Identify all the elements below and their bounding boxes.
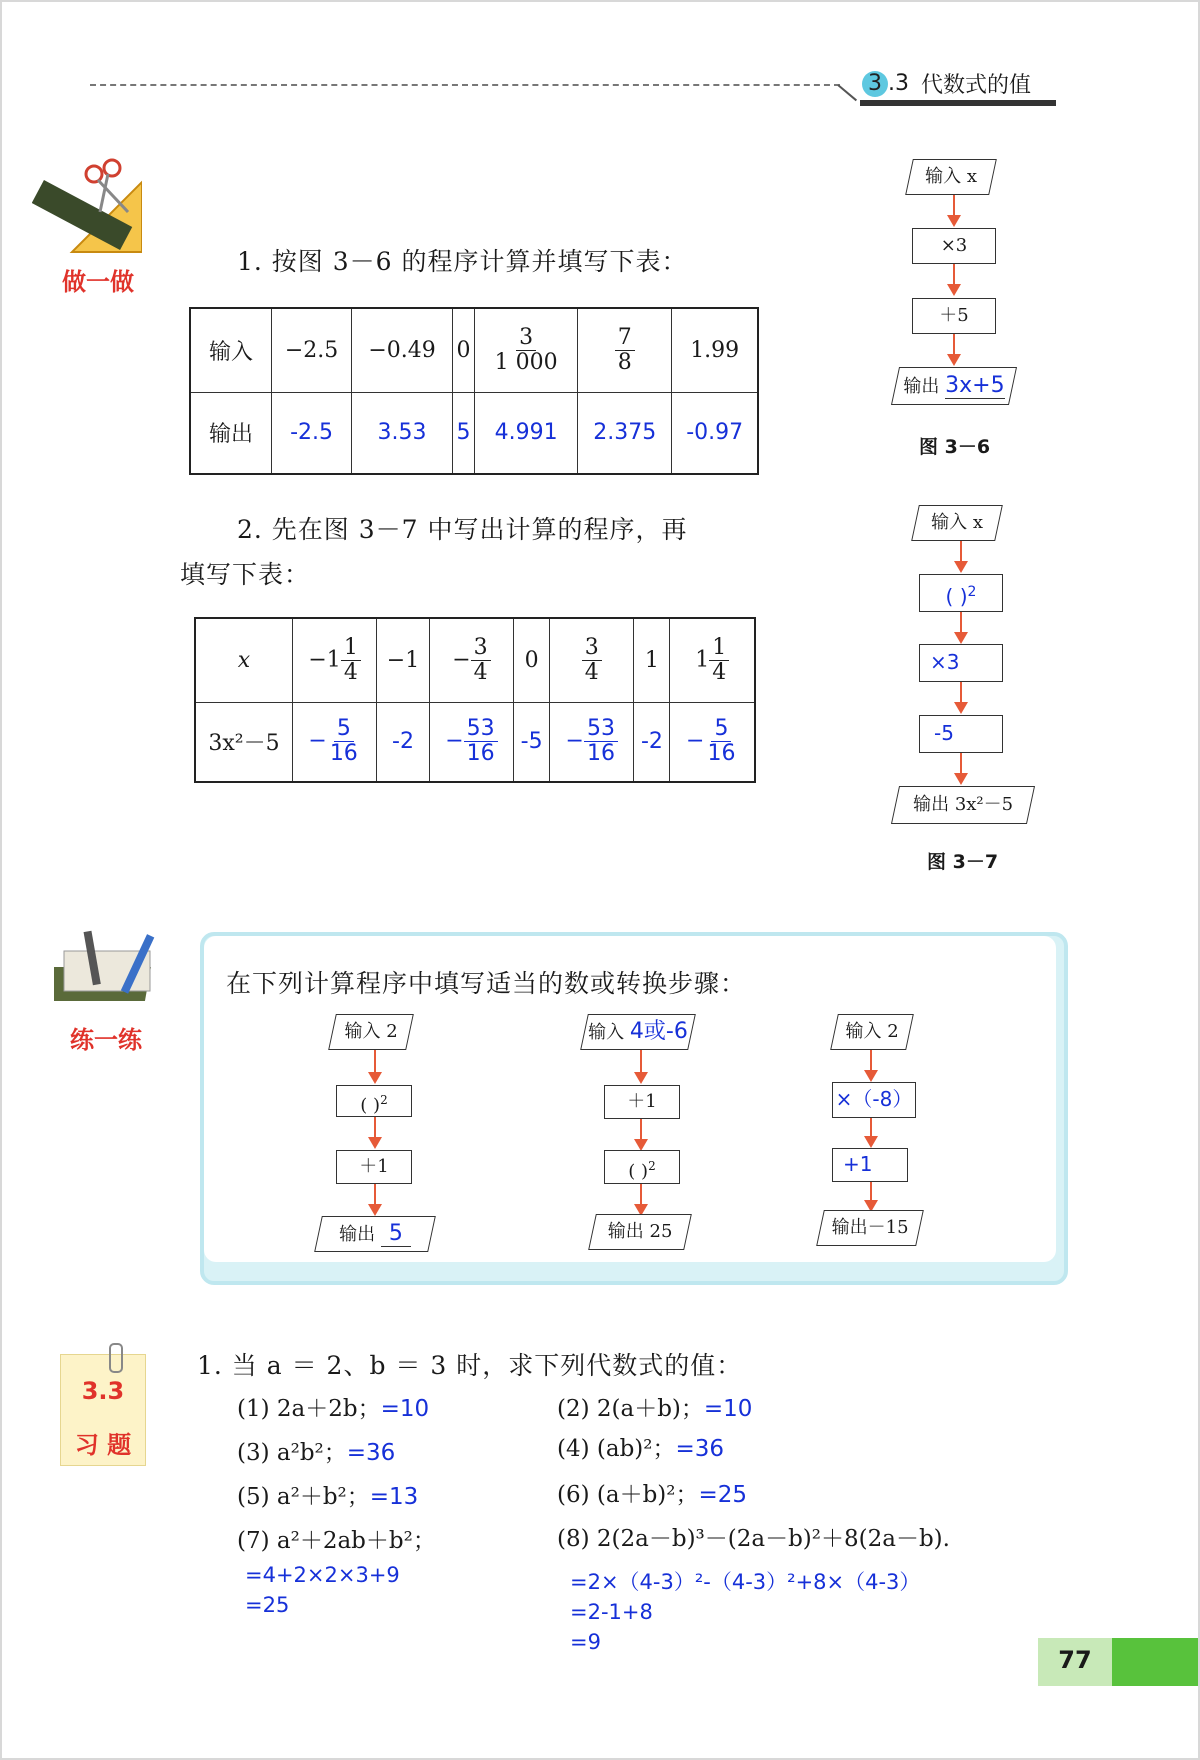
work-line: =2×（4-3）²-（4-3）²+8×（4-3） bbox=[570, 1570, 921, 1594]
row-label-input: 输入 bbox=[190, 308, 272, 392]
exercise-item: (4) (ab)²；=36 bbox=[557, 1436, 725, 1462]
exercise-answer: =13 bbox=[369, 1484, 419, 1510]
work-line: =25 bbox=[245, 1593, 290, 1617]
x-cell: $\frac{3}{4}$ bbox=[550, 618, 634, 702]
flow1-arrow bbox=[374, 1050, 376, 1082]
flow1-arrow bbox=[374, 1117, 376, 1147]
exercise-item: (8) 2(2a－b)³－(2a－b)²＋8(2a－b). bbox=[557, 1526, 950, 1552]
answer-cell: -2.5 bbox=[272, 392, 352, 474]
flow1-output-answer: 5 bbox=[381, 1221, 411, 1247]
fig37-arrow bbox=[960, 753, 962, 783]
answer-cell: 3.53 bbox=[352, 392, 453, 474]
fig36-arrow bbox=[953, 334, 955, 364]
flow1-step1: ( )$^2$ bbox=[336, 1085, 412, 1117]
exercise-item: (3) a²b²；=36 bbox=[237, 1440, 396, 1466]
flow3-arrow bbox=[870, 1118, 872, 1146]
xiti-badge bbox=[60, 1354, 146, 1466]
input-cell: −0.49 bbox=[352, 308, 453, 392]
answer-cell: -2 bbox=[634, 702, 670, 782]
fig36-step1: ×3 bbox=[912, 228, 996, 264]
xiti-number: 3.3 bbox=[81, 1377, 125, 1405]
exercise-answer: =36 bbox=[675, 1436, 725, 1462]
row-label-output: 输出 bbox=[190, 392, 272, 474]
header-rule-diagonal bbox=[837, 84, 857, 101]
exercise-answer: =10 bbox=[703, 1396, 753, 1422]
practice-instruction: 在下列计算程序中填写适当的数或转换步骤： bbox=[226, 969, 747, 998]
question-2-text-line1: 2. 先在图 3－7 中写出计算的程序，再 bbox=[237, 515, 688, 544]
answer-cell: -0.97 bbox=[672, 392, 758, 474]
flow2-arrow bbox=[640, 1184, 642, 1214]
exercise-answer: =10 bbox=[380, 1396, 430, 1422]
answer-cell: − $\frac{53}{16}$ bbox=[550, 702, 634, 782]
question-1-text: 1. 按图 3－6 的程序计算并填写下表： bbox=[237, 247, 688, 276]
fig37-caption: 图 3－7 bbox=[927, 851, 999, 873]
section-header bbox=[862, 68, 1031, 99]
fig36-arrow bbox=[953, 195, 955, 225]
input-cell: −2.5 bbox=[272, 308, 352, 392]
notebook-pencil-icon bbox=[54, 927, 164, 1017]
answer-cell: -5 bbox=[514, 702, 550, 782]
flow3-step1: ×（-8） bbox=[832, 1082, 916, 1118]
page-number: 77 bbox=[1058, 1646, 1092, 1674]
fig36-arrow bbox=[953, 264, 955, 294]
x-cell: − $\frac{3}{4}$ bbox=[429, 618, 513, 702]
fig37-step1: ( )$^2$ bbox=[919, 574, 1003, 612]
header-rule bbox=[90, 84, 840, 86]
flow3-arrow bbox=[870, 1050, 872, 1080]
exercise-item: (2) 2(a＋b)；=10 bbox=[557, 1396, 753, 1422]
flow1-step2: ＋1 bbox=[336, 1150, 412, 1184]
row-label-expr: 3x²－5 bbox=[195, 702, 293, 782]
section-title: 代数式的值 bbox=[921, 73, 1032, 98]
work-line: =4+2×2×3+9 bbox=[245, 1563, 400, 1587]
flow1-input-box: 输入 2 bbox=[328, 1014, 414, 1050]
fig36-output-answer: 3x+5 bbox=[945, 373, 1005, 398]
exercise-question-text: 1. 当 a ＝ 2、b ＝ 3 时，求下列代数式的值： bbox=[197, 1351, 743, 1380]
badge-lianyilian: 练一练 bbox=[70, 1026, 142, 1054]
flow3-arrow bbox=[870, 1182, 872, 1210]
table-q2 bbox=[194, 617, 756, 783]
exercise-answer: =36 bbox=[346, 1440, 396, 1466]
answer-cell: − $\frac{5}{16}$ bbox=[670, 702, 755, 782]
exercise-answer: =25 bbox=[698, 1482, 748, 1508]
flow2-step2: ( )$^2$ bbox=[604, 1150, 680, 1184]
work-line: =9 bbox=[570, 1630, 601, 1654]
flow1-arrow bbox=[374, 1184, 376, 1214]
row-label-x: x bbox=[195, 618, 293, 702]
ruler-scissors-icon bbox=[32, 152, 142, 262]
x-cell: 1 bbox=[634, 618, 670, 702]
fig37-step3: -5 bbox=[919, 715, 1003, 753]
input-cell: 1.99 bbox=[672, 308, 758, 392]
x-cell: −1 $\frac{1}{4}$ bbox=[293, 618, 377, 702]
flow3-step2: +1 bbox=[832, 1148, 908, 1182]
x-cell: 0 bbox=[514, 618, 550, 702]
x-cell: 1 $\frac{1}{4}$ bbox=[670, 618, 755, 702]
fig37-arrow bbox=[960, 612, 962, 642]
flow2-step1: ＋1 bbox=[604, 1085, 680, 1119]
answer-cell: 5 bbox=[452, 392, 474, 474]
question-2-text-line2: 填写下表： bbox=[180, 560, 311, 589]
badge-zuoyizuo: 做一做 bbox=[62, 268, 134, 296]
section-number-circle: 3 bbox=[862, 71, 888, 97]
answer-cell: − $\frac{5}{16}$ bbox=[293, 702, 377, 782]
flow2-input-box: 输入 4或-6 bbox=[580, 1014, 696, 1050]
fig36-output-box: 输出 3x+5 bbox=[891, 367, 1017, 405]
work-7 bbox=[245, 1560, 400, 1620]
flow2-arrow bbox=[640, 1119, 642, 1149]
fig36-caption: 图 3－6 bbox=[919, 436, 991, 458]
fig37-arrow bbox=[960, 541, 962, 571]
fig36-step2: ＋5 bbox=[912, 298, 996, 334]
x-cell: −1 bbox=[377, 618, 430, 702]
section-number: .3 bbox=[888, 71, 909, 96]
answer-cell: 4.991 bbox=[475, 392, 578, 474]
input-cell: $\frac{7}{8}$ bbox=[578, 308, 672, 392]
answer-cell: -2 bbox=[377, 702, 430, 782]
paperclip-icon bbox=[109, 1343, 123, 1373]
header-underline bbox=[860, 100, 1056, 106]
flow2-arrow bbox=[640, 1050, 642, 1082]
exercise-item: (6) (a＋b)²；=25 bbox=[557, 1482, 748, 1508]
xiti-label: 习 题 bbox=[74, 1431, 132, 1459]
input-cell: $\frac{3}{1 000}$ bbox=[475, 308, 578, 392]
answer-cell: 2.375 bbox=[578, 392, 672, 474]
fig36-input-box: 输入 x bbox=[905, 159, 997, 195]
flow1-output-box: 输出 5 bbox=[314, 1216, 436, 1252]
flow2-input-answer: 4或-6 bbox=[629, 1019, 688, 1044]
exercise-item: (7) a²＋2ab＋b²； bbox=[237, 1528, 436, 1554]
fig37-arrow bbox=[960, 682, 962, 712]
input-cell: 0 bbox=[452, 308, 474, 392]
exercise-item: (5) a²＋b²；=13 bbox=[237, 1484, 419, 1510]
fig37-output-box: 输出 3x²－5 bbox=[891, 786, 1035, 824]
work-line: =2-1+8 bbox=[570, 1600, 653, 1624]
fig37-step2: ×3 bbox=[919, 644, 1003, 682]
fig37-input-box: 输入 x bbox=[911, 505, 1003, 541]
flow3-output-box: 输出－15 bbox=[816, 1210, 924, 1246]
table-q1 bbox=[189, 307, 759, 475]
flow3-input-box: 输入 2 bbox=[830, 1014, 914, 1050]
exercise-item: (1) 2a＋2b；=10 bbox=[237, 1396, 430, 1422]
flow2-output-box: 输出 25 bbox=[588, 1214, 692, 1250]
answer-cell: − $\frac{53}{16}$ bbox=[429, 702, 513, 782]
work-8 bbox=[570, 1567, 920, 1657]
